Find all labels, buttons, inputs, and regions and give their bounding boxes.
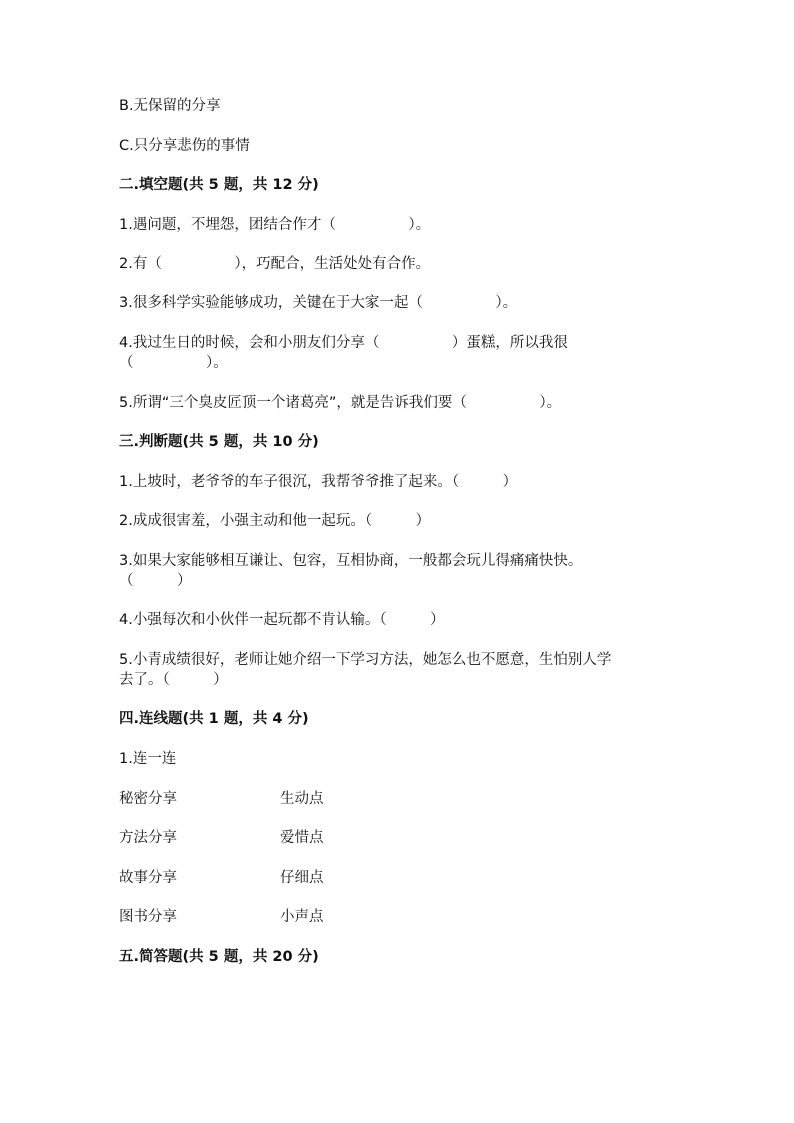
judge-question-2: 2.成成很害羞，小强主动和他一起玩。（ ） bbox=[119, 513, 431, 529]
fill-question-1: 1.遇问题，不埋怨，团结合作才（ ）。 bbox=[119, 217, 431, 233]
judge-question-4: 4.小强每次和小伙伴一起玩都不肯认输。（ ） bbox=[119, 612, 445, 628]
match-left-item: 秘密分享 bbox=[119, 791, 177, 807]
judge-question-3-line-1: 3.如果大家能够相互谦让、包容，互相协商，一般都会玩儿得痛痛快快。 bbox=[119, 553, 583, 569]
match-left-item: 故事分享 bbox=[119, 870, 177, 886]
match-left-item: 图书分享 bbox=[119, 909, 177, 925]
judge-question-3-line-2: （ ） bbox=[119, 573, 192, 589]
match-question-1: 1.连一连 bbox=[119, 751, 177, 767]
match-left-item: 方法分享 bbox=[119, 830, 177, 846]
judge-question-1: 1.上坡时，老爷爷的车子很沉，我帮爷爷推了起来。（ ） bbox=[119, 474, 518, 490]
fill-question-5: 5.所谓“三个臭皮匠顶一个诸葛亮”，就是告诉我们要（ ）。 bbox=[119, 395, 562, 411]
judge-question-5-line-2: 去了。（ ） bbox=[119, 672, 228, 688]
fill-question-4-line-1: 4.我过生日的时候，会和小朋友们分享（ ）蛋糕，所以我很 bbox=[119, 335, 568, 351]
option-c: C.只分享悲伤的事情 bbox=[119, 138, 250, 154]
section-2-heading: 二.填空题(共 5 题，共 12 分) bbox=[119, 177, 319, 193]
judge-question-5-line-1: 5.小青成绩很好，老师让她介绍一下学习方法，她怎么也不愿意，生怕别人学 bbox=[119, 652, 612, 668]
option-b: B.无保留的分享 bbox=[119, 98, 221, 114]
match-right-item: 小声点 bbox=[280, 909, 324, 925]
section-4-heading: 四.连线题(共 1 题，共 4 分) bbox=[119, 711, 309, 727]
section-3-heading: 三.判断题(共 5 题，共 10 分) bbox=[119, 434, 319, 450]
fill-question-4-line-2: （ ）。 bbox=[119, 355, 228, 371]
fill-question-2: 2.有（ ），巧配合，生活处处有合作。 bbox=[119, 256, 431, 272]
fill-question-3: 3.很多科学实验能够成功，关键在于大家一起（ ）。 bbox=[119, 295, 518, 311]
section-5-heading: 五.简答题(共 5 题，共 20 分) bbox=[119, 949, 319, 965]
match-right-item: 生动点 bbox=[280, 791, 324, 807]
match-right-item: 爱惜点 bbox=[280, 830, 324, 846]
match-right-item: 仔细点 bbox=[280, 870, 324, 886]
